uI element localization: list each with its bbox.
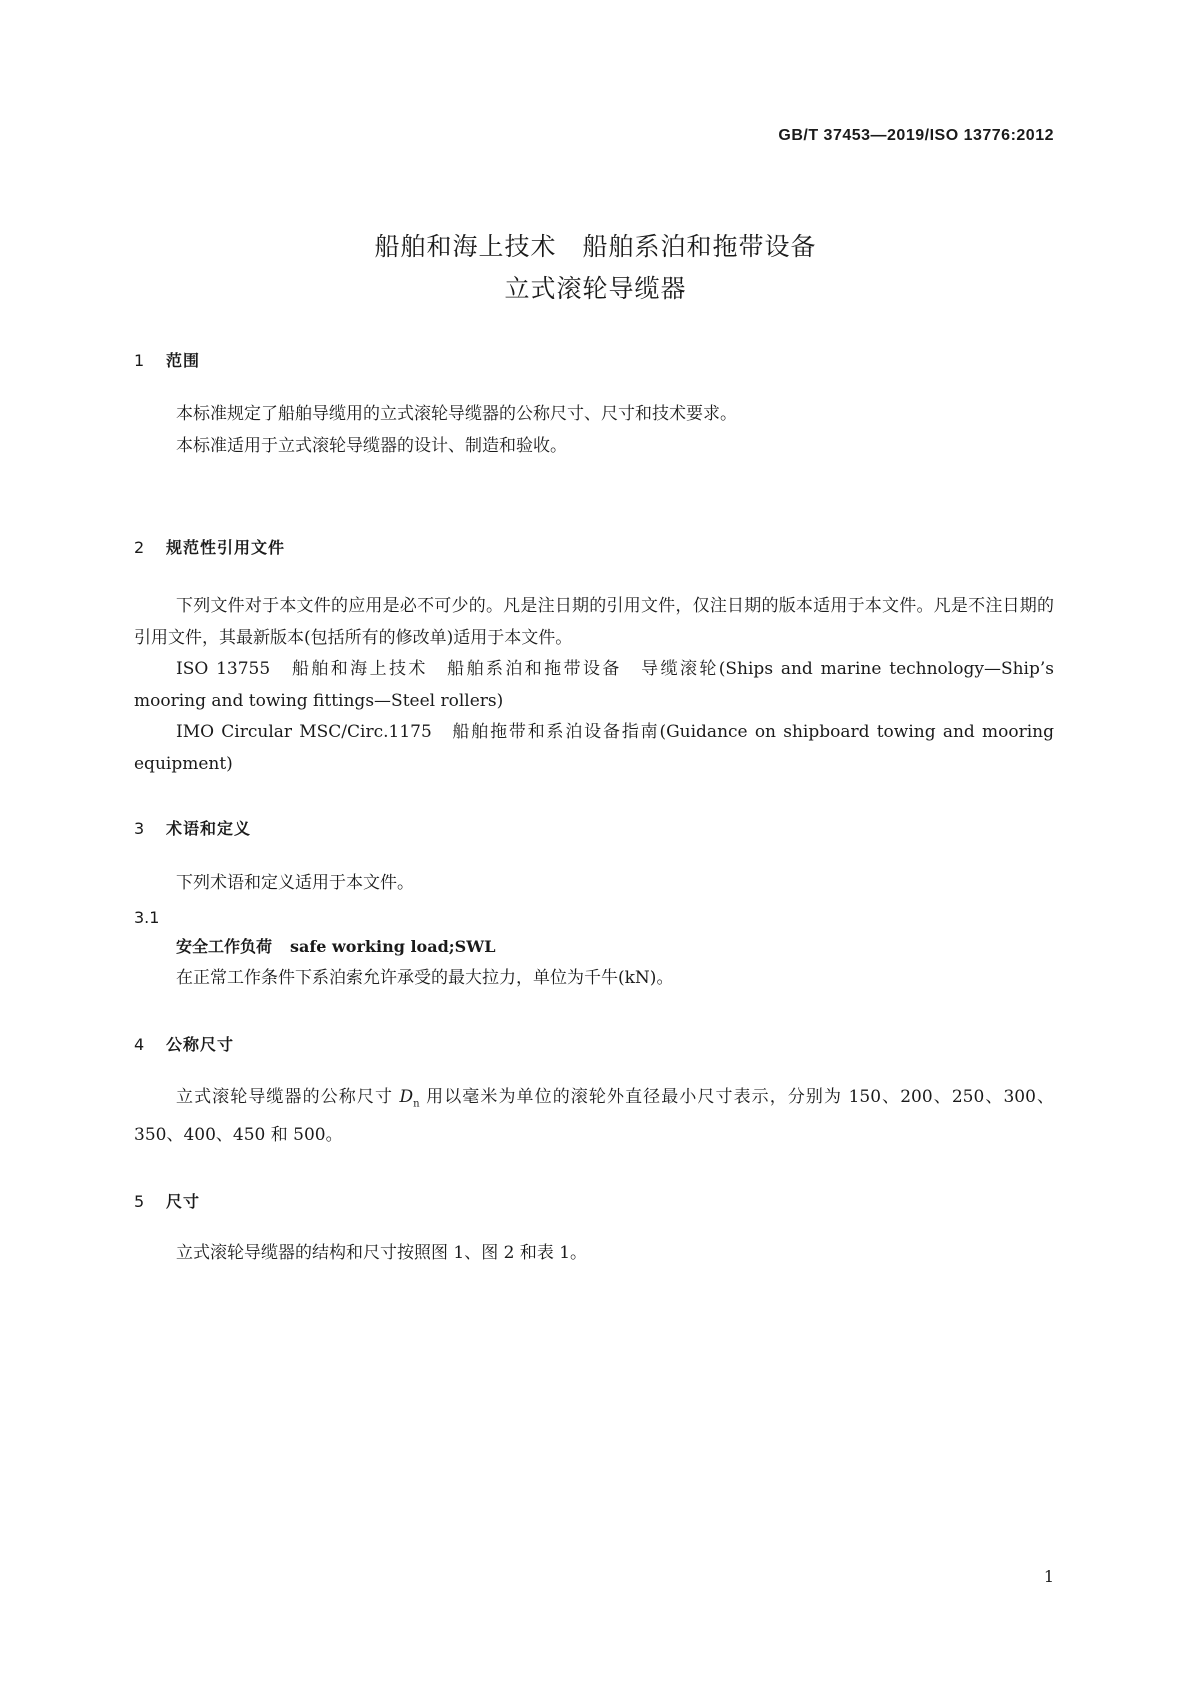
reference-imo-circular: IMO Circular MSC/Circ.1175 船舶拖带和系泊设备指南(Guidance on shipboard towing and mooring equipment): [134, 722, 1054, 774]
section-number: 3: [134, 819, 146, 838]
section-4-heading: [134, 1032, 234, 1055]
title-line-1: 船舶和海上技术 船舶系泊和拖带设备: [374, 232, 817, 261]
term-definition: 在正常工作条件下系泊索允许承受的最大拉力，单位为千牛(kN)。: [176, 968, 674, 988]
paragraph: 本标准规定了船舶导缆用的立式滚轮导缆器的公称尺寸、尺寸和技术要求。: [176, 404, 737, 424]
term-name: [176, 934, 495, 957]
section-4-body: [134, 1082, 1054, 1151]
standard-code: GB/T 37453—2019/ISO 13776:2012: [778, 127, 1054, 144]
paragraph: 下列术语和定义适用于本文件。: [176, 873, 414, 893]
reference-iso-13755: ISO 13755 船舶和海上技术 船舶系泊和拖带设备 导缆滚轮(Ships and marine technology—Ship’s mooring and towing fittings—Steel rollers): [134, 659, 1054, 711]
document-title: [0, 226, 1191, 310]
term-chinese: 安全工作负荷: [176, 937, 273, 956]
symbol: D: [399, 1087, 414, 1107]
section-5-heading: [134, 1189, 200, 1212]
paragraph: 本标准适用于立式滚轮导缆器的设计、制造和验收。: [176, 435, 567, 456]
section-3-body: [134, 868, 1054, 900]
page-number: 1: [1043, 1567, 1054, 1586]
section-title: 尺寸: [166, 1192, 201, 1211]
paragraph: 下列文件对于本文件的应用是必不可少的。凡是注日期的引用文件，仅注日期的版本适用于本文件。凡是不注日期的引用文件，其最新版本(包括所有的修改单)适用于本文件。: [134, 596, 1054, 648]
term-english: safe working load;SWL: [290, 937, 496, 956]
section-number: 4: [134, 1035, 146, 1054]
section-number: 5: [134, 1192, 146, 1211]
section-3-heading: [134, 816, 251, 839]
section-number: 1: [134, 351, 146, 370]
section-2-heading: [134, 535, 285, 558]
section-1-heading: [134, 348, 200, 371]
section-2-body: [134, 591, 1054, 780]
section-title: 公称尺寸: [166, 1035, 235, 1054]
section-5-body: [134, 1238, 1054, 1270]
paragraph: [134, 1082, 1054, 1151]
text-segment: 立式滚轮导缆器的公称尺寸: [176, 1087, 400, 1107]
section-number: 2: [134, 538, 146, 557]
paragraph: 立式滚轮导缆器的结构和尺寸按照图 1、图 2 和表 1。: [176, 1243, 588, 1263]
section-title: 规范性引用文件: [166, 538, 286, 557]
section-1-body: [134, 399, 1054, 462]
term-number: 3.1: [134, 908, 160, 927]
text-segment: 用以毫米为单位的滚轮外直径最小尺寸表示，分别为 150、200、250、300、350、400、450 和 500。: [134, 1087, 1054, 1145]
title-line-2: 立式滚轮导缆器: [504, 274, 687, 303]
section-title: 范围: [166, 351, 201, 370]
symbol-subscript: n: [413, 1098, 420, 1110]
section-title: 术语和定义: [166, 819, 252, 838]
